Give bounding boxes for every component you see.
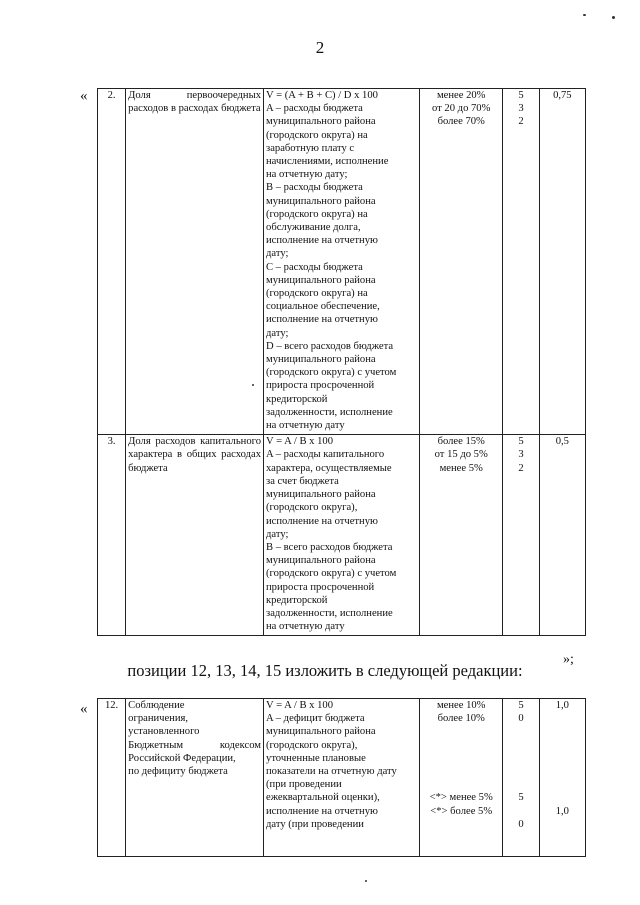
formula-line: (городского округа) на — [266, 208, 368, 220]
range-value — [422, 739, 501, 752]
range-value: более 15% — [437, 436, 485, 448]
formula-line: начислениями, исполнение — [266, 156, 389, 168]
scores — [503, 435, 539, 636]
formula-line: кредиторской — [266, 393, 328, 405]
range-value: менее 10% — [436, 700, 486, 711]
range-value: от 15 до 5% — [434, 449, 488, 461]
formula-line: C – расходы бюджета — [266, 261, 363, 273]
row-number: 3. — [98, 435, 126, 636]
formula-line: уточненные плановые — [266, 752, 366, 764]
formula-line: муниципального района — [266, 195, 376, 207]
formula-line: муниципального района — [266, 726, 376, 738]
formula-line: социальное обеспечение, — [266, 301, 380, 313]
score-value: 0 — [518, 818, 524, 830]
range-value — [422, 778, 501, 791]
formula-line: A – расходы бюджета — [266, 103, 363, 115]
weight-value — [542, 791, 583, 804]
formula-line: на отчетную дату — [266, 621, 345, 633]
scan-speck — [365, 880, 367, 882]
formula-line: V = A / B x 100 — [266, 436, 334, 448]
score-value: 3 — [518, 103, 524, 115]
scan-speck — [252, 384, 254, 386]
value-ranges — [419, 435, 503, 636]
weight: 0,75 — [539, 89, 585, 435]
range-value — [422, 752, 501, 765]
formula-line: (городского округа) с учетом — [266, 568, 397, 580]
formula-line: исполнение на отчетную — [266, 314, 378, 326]
score-value — [505, 765, 536, 778]
formula-line: A – дефицит бюджета — [266, 713, 365, 725]
opening-quote-2: « — [80, 701, 88, 717]
formula-line: задолженности, исполнение — [266, 607, 393, 619]
formula-line: дату (при проведении — [266, 818, 364, 830]
page-number: 2 — [315, 38, 325, 57]
formula-line: (при проведении — [266, 779, 342, 791]
formula-line: (городского округа) на — [266, 288, 368, 300]
weight-value — [542, 765, 583, 778]
scores — [503, 89, 539, 435]
name-line: ограничения, — [128, 713, 189, 725]
range-value: менее 20% — [436, 90, 486, 101]
formula-line: муниципального района — [266, 555, 376, 567]
scan-speck — [583, 14, 586, 16]
score-value: 5 — [518, 90, 524, 101]
name-line: Бюджетным кодексом — [128, 739, 262, 751]
score-value — [505, 805, 536, 818]
weight-value — [542, 739, 583, 752]
formula-line: муниципального района — [266, 489, 376, 501]
range-value — [422, 725, 501, 738]
indicators-table — [97, 88, 586, 636]
formula-line: (городского округа), — [266, 739, 358, 751]
scan-speck — [612, 16, 615, 19]
row-number: 2. — [98, 89, 126, 435]
range-value: более 70% — [437, 116, 485, 128]
indicator-name — [126, 699, 264, 857]
range-value: от 20 до 70% — [432, 103, 491, 115]
formula-cell — [264, 435, 420, 636]
weight: 0,5 — [539, 435, 585, 636]
row-number: 12. — [98, 699, 126, 857]
score-value: 5 — [518, 792, 524, 804]
score-value: 5 — [518, 700, 524, 711]
formula-line: показатели на отчетную дату — [266, 766, 397, 778]
formula-line: исполнение на отчетную — [266, 805, 378, 817]
range-value: более 10% — [437, 713, 485, 725]
score-value: 2 — [518, 116, 524, 128]
closing-quote: »; — [563, 652, 574, 667]
indicator-name: Доля расходов капитального характера в общих расходах бюджета — [126, 435, 264, 636]
formula-line: исполнение на отчетную — [266, 235, 378, 247]
range-value: <*> более 5% — [430, 805, 493, 817]
name-line: Соблюдение — [128, 700, 185, 711]
weight-value — [542, 778, 583, 791]
formula-line: (городского округа), — [266, 502, 358, 514]
weight-value: 1,0 — [555, 805, 569, 817]
formula-cell — [264, 89, 420, 435]
score-value: 5 — [518, 436, 524, 448]
table-row — [98, 435, 586, 636]
range-value: менее 5% — [439, 462, 483, 474]
formula-line: D – всего расходов бюджета — [266, 340, 394, 352]
section-heading: позиции 12, 13, 14, 15 изложить в следующей редакции: — [127, 661, 523, 680]
formula-line: муниципального района — [266, 274, 376, 286]
formula-line: муниципального района — [266, 354, 376, 366]
formula-line: кредиторской — [266, 594, 328, 606]
formula-line: (городского округа) на — [266, 129, 368, 141]
weight-value — [542, 725, 583, 738]
formula-line: B – расходы бюджета — [266, 182, 363, 194]
indicator-name: Доля первоочередных расходов в расходах бюджета — [126, 89, 264, 435]
score-value — [505, 725, 536, 738]
formula-line: характера, осуществляемые — [266, 462, 392, 474]
name-line: Российской Федерации, — [128, 752, 236, 764]
weight-value — [542, 712, 583, 725]
indicators-table-2 — [97, 698, 586, 857]
range-value — [422, 765, 501, 778]
formula-line: B – всего расходов бюджета — [266, 541, 393, 553]
formula-line: дату; — [266, 248, 289, 260]
score-value — [505, 778, 536, 791]
table-row — [98, 699, 586, 857]
formula-line: на отчетную дату — [266, 420, 345, 432]
formula-line: на отчетную дату; — [266, 169, 348, 181]
table-row — [98, 89, 586, 435]
formula-line: A – расходы капитального — [266, 449, 385, 461]
formula-line: муниципального района — [266, 116, 376, 128]
name-line: установленного — [128, 726, 200, 738]
score-value: 0 — [518, 713, 524, 725]
weights — [539, 699, 585, 857]
score-value — [505, 752, 536, 765]
opening-quote: « — [80, 88, 88, 104]
formula-line: задолженности, исполнение — [266, 406, 393, 418]
formula-line: прироста просроченной — [266, 380, 375, 392]
formula-line: дату; — [266, 528, 289, 540]
name-line: по дефициту бюджета — [128, 766, 228, 778]
score-value: 3 — [518, 449, 524, 461]
formula-line: V = (A + B + C) / D x 100 — [266, 90, 378, 101]
formula-line: исполнение на отчетную — [266, 515, 378, 527]
range-value: <*> менее 5% — [429, 792, 493, 804]
weight-value — [542, 752, 583, 765]
value-ranges — [419, 89, 503, 435]
score-value — [505, 739, 536, 752]
weight-value: 1,0 — [555, 700, 569, 711]
value-ranges — [419, 699, 503, 857]
formula-cell — [264, 699, 420, 857]
formula-line: за счет бюджета — [266, 475, 339, 487]
formula-line: дату; — [266, 327, 289, 339]
formula-line: V = A / B x 100 — [266, 700, 334, 711]
formula-line: (городского округа) с учетом — [266, 367, 397, 379]
formula-line: обслуживание долга, — [266, 222, 361, 234]
score-value: 2 — [518, 462, 524, 474]
formula-line: прироста просроченной — [266, 581, 375, 593]
formula-line: заработную плату с — [266, 142, 355, 154]
formula-line: ежеквартальной оценки), — [266, 792, 380, 804]
scores — [503, 699, 539, 857]
